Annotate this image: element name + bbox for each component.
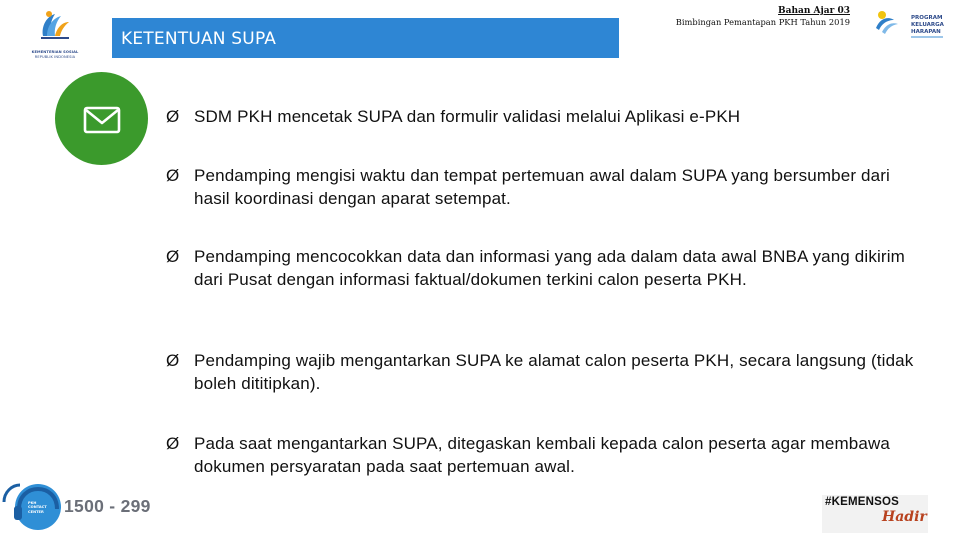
bullet-arrow-icon: Ø bbox=[166, 166, 180, 185]
envelope-icon bbox=[83, 106, 121, 134]
document-label: Bahan Ajar 03 bbox=[778, 6, 850, 16]
ministry-name-line2: REPUBLIK INDONESIA bbox=[34, 55, 76, 59]
bullet-item bbox=[166, 245, 926, 291]
icon-circle bbox=[55, 72, 148, 165]
contact-center bbox=[2, 482, 162, 532]
bullet-text: Pendamping mengisi waktu dan tempat pertemuan awal dalam SUPA yang bersumber dari hasil koordinasi dengan aparat setempat. bbox=[194, 166, 890, 208]
document-subtitle: Bimbingan Pemantapan PKH Tahun 2019 bbox=[675, 17, 850, 27]
contact-center-line1: PKH bbox=[28, 501, 37, 505]
hashtag-text: #KEMENSOS bbox=[825, 496, 900, 508]
contact-center-line2: CONTACT bbox=[28, 505, 47, 510]
bullet-arrow-icon: Ø bbox=[166, 247, 180, 266]
document-info bbox=[676, 5, 850, 28]
bullet-item bbox=[166, 432, 926, 478]
kemensos-logo bbox=[22, 6, 88, 64]
bullet-item bbox=[166, 164, 926, 210]
pkh-logo-icon bbox=[872, 4, 948, 50]
bullet-arrow-icon: Ø bbox=[166, 434, 180, 453]
hashtag-badge bbox=[822, 495, 928, 533]
bullet-arrow-icon: Ø bbox=[166, 351, 180, 370]
page-title: KETENTUAN SUPA bbox=[121, 29, 277, 49]
pkh-logo-line1: PROGRAM bbox=[911, 15, 943, 21]
pkh-logo bbox=[872, 4, 948, 50]
pkh-logo-line3: HARAPAN bbox=[911, 29, 941, 35]
contact-center-number: 1500 - 299 bbox=[64, 496, 151, 516]
bullet-item bbox=[166, 105, 926, 128]
ministry-name-line1: KEMENTERIAN SOSIAL bbox=[31, 50, 79, 54]
bullet-text: Pendamping mencocokkan data dan informasi yang ada dalam data awal BNBA yang dikirim dari Pusat dengan informasi faktual/dokumen terkini calon peserta PKH. bbox=[194, 247, 905, 289]
contact-center-line3: CENTER bbox=[28, 509, 44, 514]
hadir-script: Hadir bbox=[882, 509, 927, 525]
pkh-logo-line2: KELUARGA bbox=[911, 22, 944, 28]
bullet-text: SDM PKH mencetak SUPA dan formulir validasi melalui Aplikasi e-PKH bbox=[194, 107, 741, 126]
bullet-text: Pada saat mengantarkan SUPA, ditegaskan kembali kepada calon peserta agar membawa dokumen persyaratan pada saat pertemuan awal. bbox=[194, 434, 891, 476]
bullet-text: Pendamping wajib mengantarkan SUPA ke alamat calon peserta PKH, secara langsung (tidak boleh dititipkan). bbox=[194, 351, 914, 393]
bullet-arrow-icon: Ø bbox=[166, 107, 180, 126]
contact-center-label bbox=[28, 501, 47, 514]
bullet-item bbox=[166, 349, 926, 395]
kemensos-emblem-icon bbox=[35, 6, 75, 46]
title-bar bbox=[112, 18, 619, 58]
